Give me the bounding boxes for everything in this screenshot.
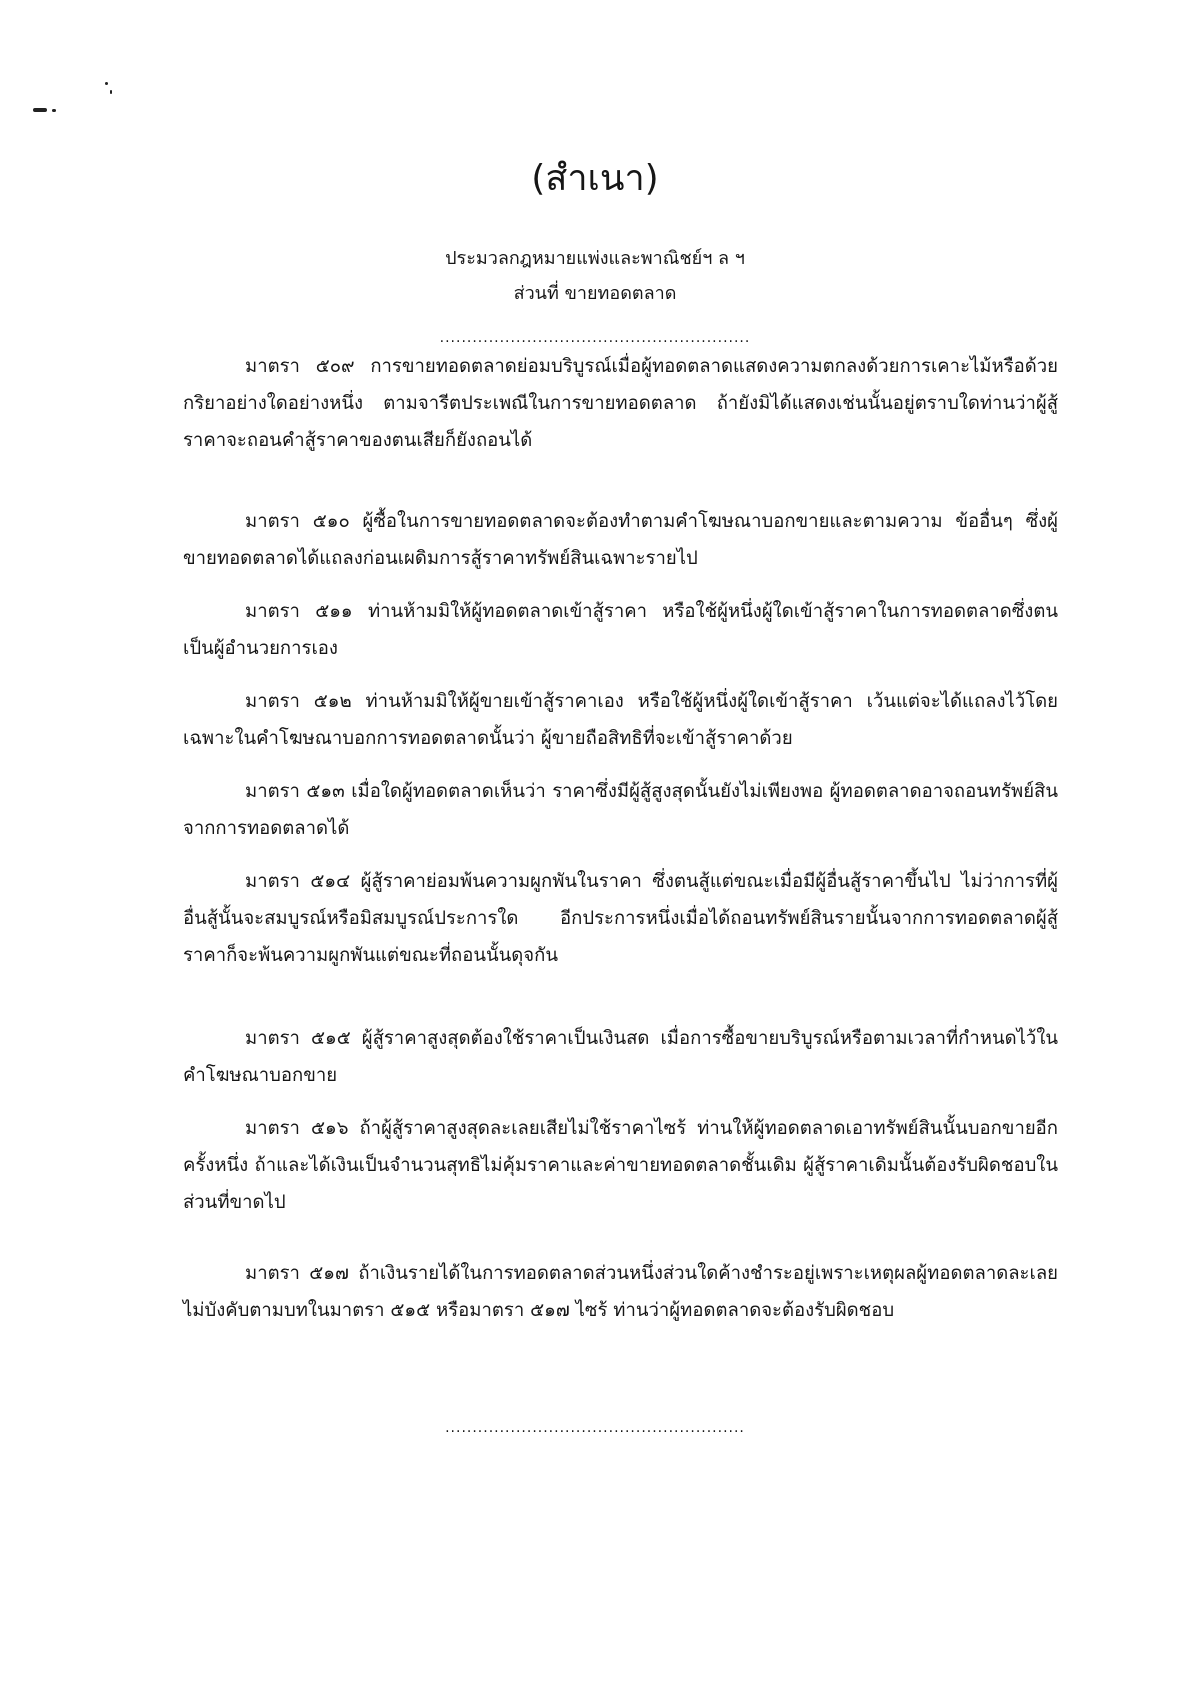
section-513: มาตรา ๕๑๓ เมื่อใดผู้ทอดตลาดเห็นว่า ราคาซึ่งมีผู้สู้สูงสุดนั้นยังไม่เพียงพอ ผู้ทอดตลาดอาจถอนทรัพย์สินจากการทอดตลาดได้ <box>183 781 1058 839</box>
dotted-separator-top: ......................................................... <box>439 330 751 346</box>
scan-speck <box>52 109 56 112</box>
section-517: มาตรา ๕๑๗ ถ้าเงินรายได้ในการทอดตลาดส่วนหนึ่งส่วนใดค้างชำระอยู่เพราะเหตุผลผู้ทอดตลาดละเลยไม่บังคับตามบทในมาตรา ๕๑๕ หรือมาตรา ๕๑๗ ไซร้ ท่านว่าผู้ทอดตลาดจะต้องรับผิดชอบ <box>183 1263 1058 1321</box>
page-title: (สำเนา) <box>531 158 659 199</box>
scan-speck <box>110 90 112 94</box>
section-514: มาตรา ๕๑๔ ผู้สู้ราคาย่อมพ้นความผูกพันในราคา ซึ่งตนสู้แต่ขณะเมื่อมีผู้อื่นสู้ราคาขึ้นไป ไม่ว่าการที่ผู้อื่นสู้นั้นจะสมบูรณ์หรือมิสมบูรณ์ประการใด อีกประการหนึ่งเมื่อได้ถอนทรัพย์สินรายนั้นจากการทอดตลาดผู้สู้ราคาก็จะพ้นความผูกพันแต่ขณะที่ถอนนั้นดุจกัน <box>183 871 1058 966</box>
dotted-separator-bottom: ....................................................... <box>445 1420 745 1436</box>
section-509: มาตรา ๕๐๙ การขายทอดตลาดย่อมบริบูรณ์เมื่อผู้ทอดตลาดแสดงความตกลงด้วยการเคาะไม้หรือด้วยกริยาอย่างใดอย่างหนึ่ง ตามจารีตประเพณีในการขายทอดตลาด ถ้ายังมิได้แสดงเช่นนั้นอยู่ตราบใดท่านว่าผู้สู้ราคาจะถอนคำสู้ราคาของตนเสียก็ยังถอนได้ <box>183 356 1058 451</box>
section-516: มาตรา ๕๑๖ ถ้าผู้สู้ราคาสูงสุดละเลยเสียไม่ใช้ราคาไซร้ ท่านให้ผู้ทอดตลาดเอาทรัพย์สินนั้นบอกขายอีกครั้งหนึ่ง ถ้าและได้เงินเป็นจำนวนสุทธิไม่คุ้มราคาและค่าขายทอดตลาดชั้นเดิม ผู้สู้ราคาเดิมนั้นต้องรับผิดชอบในส่วนที่ขาดไป <box>183 1118 1058 1213</box>
document-part-heading: ส่วนที่ ขายทอดตลาด <box>513 283 677 304</box>
document-subtitle: ประมวลกฎหมายแพ่งและพาณิชย์ฯ ล ฯ <box>445 248 745 269</box>
section-515: มาตรา ๕๑๕ ผู้สู้ราคาสูงสุดต้องใช้ราคาเป็นเงินสด เมื่อการซื้อขายบริบูรณ์หรือตามเวลาที่กำหนดไว้ในคำโฆษณาบอกขาย <box>183 1028 1058 1086</box>
section-512: มาตรา ๕๑๒ ท่านห้ามมิให้ผู้ขายเข้าสู้ราคาเอง หรือใช้ผู้หนึ่งผู้ใดเข้าสู้ราคา เว้นแต่จะได้แถลงไว้โดยเฉพาะในคำโฆษณาบอกการทอดตลาดนั้นว่า ผู้ขายถือสิทธิที่จะเข้าสู้ราคาด้วย <box>183 691 1058 749</box>
scan-speck <box>33 108 47 112</box>
section-511: มาตรา ๕๑๑ ท่านห้ามมิให้ผู้ทอดตลาดเข้าสู้ราคา หรือใช้ผู้หนึ่งผู้ใดเข้าสู้ราคาในการทอดตลาดซึ่งตนเป็นผู้อำนวยการเอง <box>183 601 1058 659</box>
section-510: มาตรา ๕๑๐ ผู้ซื้อในการขายทอดตลาดจะต้องทำตามคำโฆษณาบอกขายและตามความ ข้ออื่นๆ ซึ่งผู้ขายทอดตลาดได้แถลงก่อนเผดิมการสู้ราคาทรัพย์สินเฉพาะรายไป <box>183 511 1058 569</box>
scan-speck <box>105 82 108 85</box>
